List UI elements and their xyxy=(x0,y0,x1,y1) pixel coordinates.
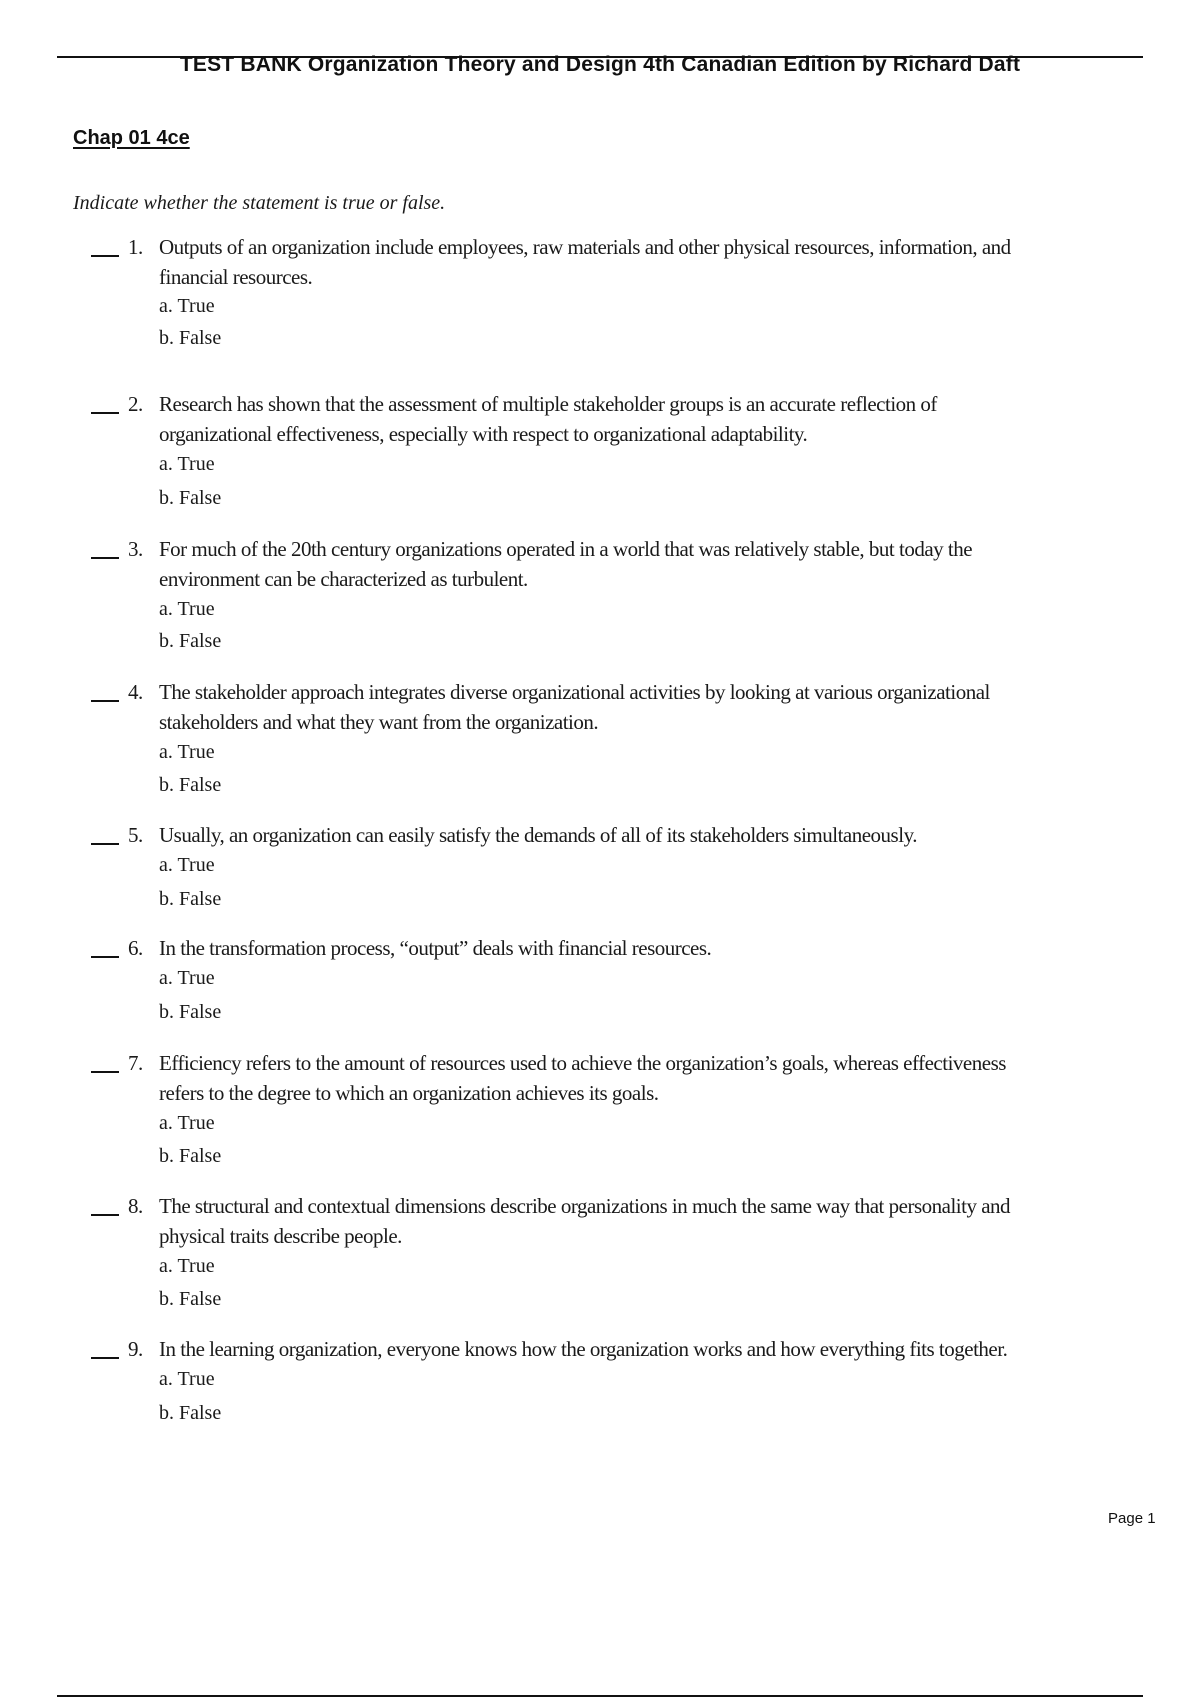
option-false: b. False xyxy=(159,630,222,652)
answer-blank[interactable] xyxy=(91,843,119,845)
question-text-line: stakeholders and what they want from the organization. xyxy=(159,710,599,734)
question-number: 2. xyxy=(128,392,143,416)
question-number: 1. xyxy=(128,235,143,259)
question-number: 8. xyxy=(128,1194,143,1218)
option-false: b. False xyxy=(159,1288,222,1310)
answer-blank[interactable] xyxy=(91,255,119,257)
answer-blank[interactable] xyxy=(91,956,119,958)
answer-blank[interactable] xyxy=(91,412,119,414)
answer-blank[interactable] xyxy=(91,1071,119,1073)
page-number: Page 1 xyxy=(1108,1510,1156,1527)
option-true: a. True xyxy=(159,854,215,876)
option-false: b. False xyxy=(159,1001,222,1023)
option-false: b. False xyxy=(159,1402,222,1424)
option-true: a. True xyxy=(159,1112,215,1134)
question-text-line: In the transformation process, “output” deals with financial resources. xyxy=(159,936,712,960)
question-text-line: organizational effectiveness, especially with respect to organizational adaptability. xyxy=(159,422,808,446)
chapter-heading: Chap 01 4ce xyxy=(73,127,190,149)
option-false: b. False xyxy=(159,774,222,796)
option-true: a. True xyxy=(159,741,215,763)
question-number: 4. xyxy=(128,680,143,704)
option-true: a. True xyxy=(159,295,215,317)
question-text-line: physical traits describe people. xyxy=(159,1224,402,1248)
option-false: b. False xyxy=(159,1145,222,1167)
option-true: a. True xyxy=(159,967,215,989)
answer-blank[interactable] xyxy=(91,557,119,559)
question-text-line: refers to the degree to which an organization achieves its goals. xyxy=(159,1081,659,1105)
question-text-line: Usually, an organization can easily satisfy the demands of all of its stakeholders simultaneously. xyxy=(159,823,917,847)
question-number: 9. xyxy=(128,1337,143,1361)
question-text-line: Efficiency refers to the amount of resources used to achieve the organization’s goals, whereas effectiveness xyxy=(159,1051,1006,1075)
question-text-line: For much of the 20th century organizations operated in a world that was relatively stable, but today the xyxy=(159,537,973,561)
option-true: a. True xyxy=(159,1255,215,1277)
question-number: 5. xyxy=(128,823,143,847)
question-text-line: financial resources. xyxy=(159,265,313,289)
bottom-rule xyxy=(57,1695,1143,1697)
option-true: a. True xyxy=(159,453,215,475)
answer-blank[interactable] xyxy=(91,1357,119,1359)
option-false: b. False xyxy=(159,327,222,349)
option-false: b. False xyxy=(159,888,222,910)
question-number: 3. xyxy=(128,537,143,561)
option-true: a. True xyxy=(159,598,215,620)
document-title: TEST BANK Organization Theory and Design 4th Canadian Edition by Richard Daft xyxy=(179,53,1021,76)
answer-blank[interactable] xyxy=(91,1214,119,1216)
question-text-line: The stakeholder approach integrates diverse organizational activities by looking at various organizational xyxy=(159,680,990,704)
question-text-line: Outputs of an organization include employees, raw materials and other physical resources, information, and xyxy=(159,235,1011,259)
question-number: 7. xyxy=(128,1051,143,1075)
answer-blank[interactable] xyxy=(91,700,119,702)
question-text-line: The structural and contextual dimensions describe organizations in much the same way that personality and xyxy=(159,1194,1011,1218)
instructions: Indicate whether the statement is true or false. xyxy=(73,192,446,214)
option-true: a. True xyxy=(159,1368,215,1390)
question-text-line: Research has shown that the assessment of multiple stakeholder groups is an accurate reflection of xyxy=(159,392,937,416)
option-false: b. False xyxy=(159,487,222,509)
question-number: 6. xyxy=(128,936,143,960)
question-text-line: environment can be characterized as turbulent. xyxy=(159,567,528,591)
question-text-line: In the learning organization, everyone knows how the organization works and how everything fits together. xyxy=(159,1337,1008,1361)
